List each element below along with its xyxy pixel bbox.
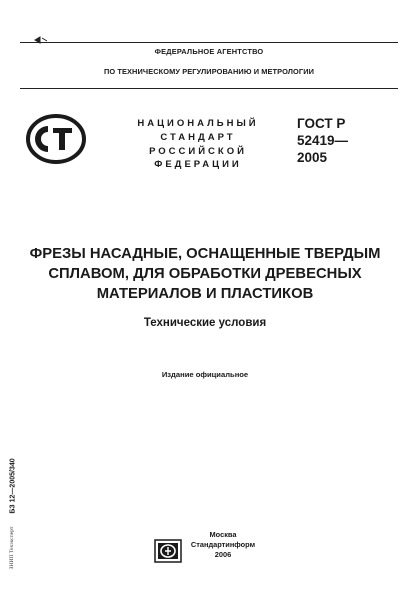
edition-label: Издание официальное [161, 370, 249, 379]
side-signature-text: ЗНИП Техэксперт [9, 526, 15, 570]
standard-line-1: НАЦИОНАЛЬНЫЙ [137, 118, 259, 129]
standard-line-3: РОССИЙСКОЙ [149, 145, 247, 157]
rst-certification-mark-icon [26, 114, 86, 164]
standartinform-logo-icon [154, 539, 182, 563]
agency-name: ФЕДЕРАЛЬНОЕ АГЕНТСТВО [154, 47, 264, 56]
document-title [20, 244, 390, 304]
side-catalog-code [4, 458, 22, 514]
gost-year: 2005 [297, 150, 328, 165]
document-subtitle: Технические условия [143, 317, 267, 329]
side-signature [4, 518, 20, 578]
side-code-text: БЗ 12—2005/340 [9, 458, 17, 514]
title-line-2: СПЛАВОМ, ДЛЯ ОБРАБОТКИ ДРЕВЕСНЫХ [48, 266, 362, 282]
publisher-info [188, 530, 258, 560]
gost-number: 52419— [297, 133, 349, 148]
publisher-city: Москва [209, 530, 237, 539]
standard-line-2: СТАНДАРТ [160, 131, 236, 143]
title-line-1: ФРЕЗЫ НАСАДНЫЕ, ОСНАЩЕННЫЕ ТВЕРДЫМ [29, 246, 381, 262]
gost-prefix: ГОСТ Р [297, 116, 346, 131]
national-standard-label [133, 117, 263, 172]
title-line-3: МАТЕРИАЛОВ И ПЛАСТИКОВ [96, 286, 314, 302]
publisher-year: 2006 [214, 550, 232, 559]
agency-subtitle: ПО ТЕХНИЧЕСКОМУ РЕГУЛИРОВАНИЮ И МЕТРОЛОГИИ [103, 67, 315, 76]
standard-line-4: ФЕДЕРАЦИИ [154, 159, 242, 171]
gost-designation [297, 115, 387, 166]
agency-header [20, 42, 398, 89]
publisher-name: Стандартинформ [190, 540, 256, 549]
